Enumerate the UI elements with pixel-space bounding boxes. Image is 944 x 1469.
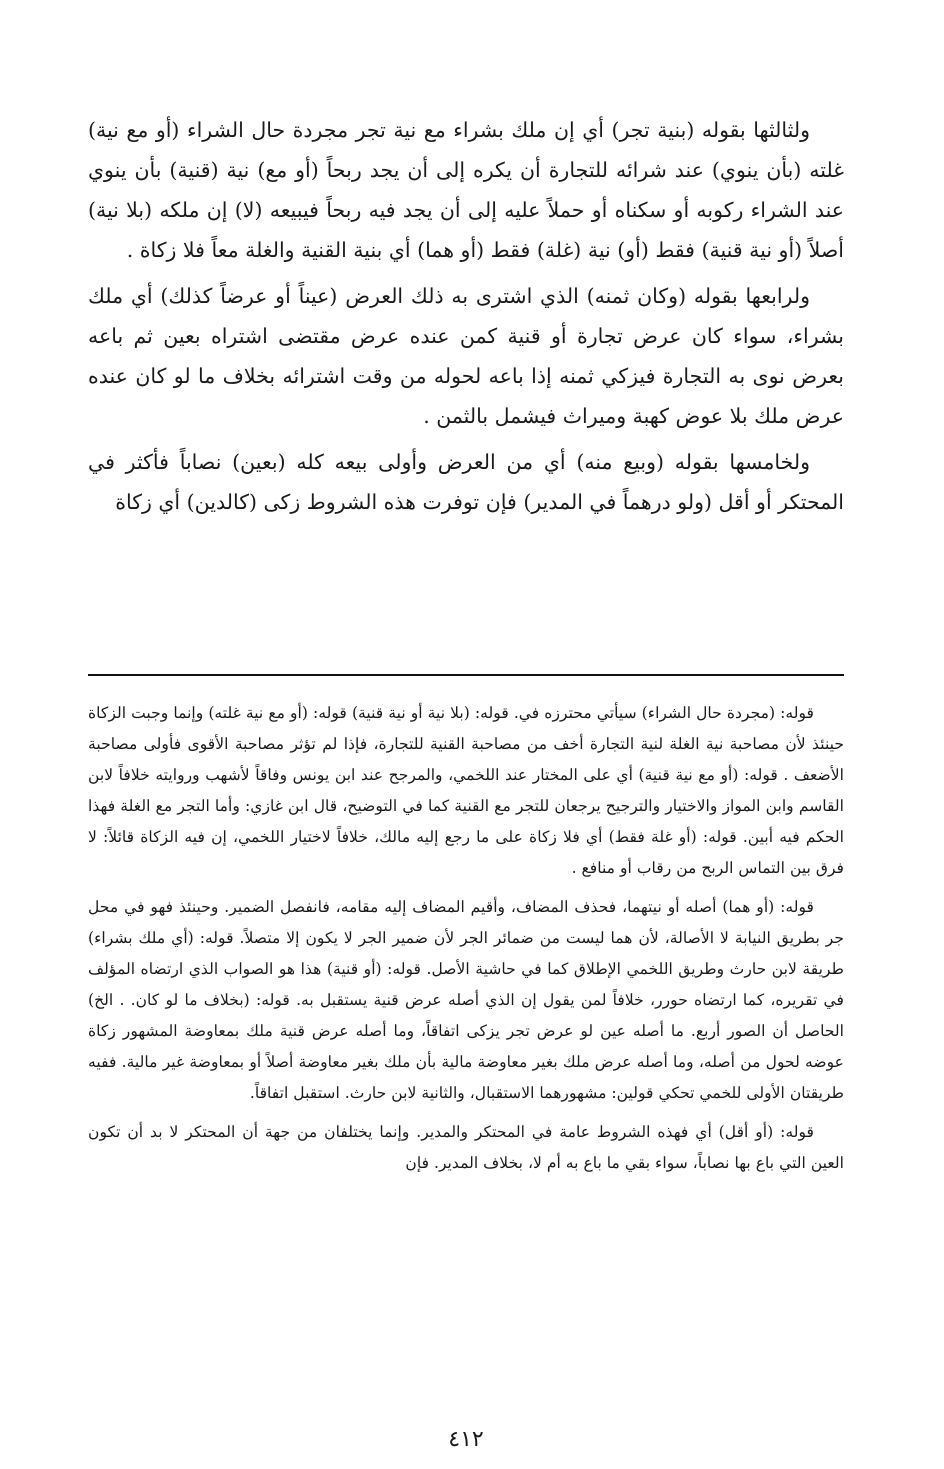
page-number: ٤١٢	[448, 1427, 484, 1452]
footnotes	[88, 698, 844, 1187]
footnote-paragraph-1: قوله: (مجردة حال الشراء) سيأتي محترزه في. قوله: (بلا نية أو نية قنية) قوله: (أو مع نية غلته) وإنما وجبت الزكاة حينئذ لأن مصاحبة نية الغلة لنية التجارة أخف من مصاحبة القنية للتجارة، فإذا لم تؤثر مصاحبة الأقوى فأولى مصاحبة الأضعف . قوله: (أو مع نية قنية) أي على المختار عند اللخمي، والمرجح عند ابن يونس وفاقاً لأشهب وروايته خلافاً لابن القاسم وابن المواز والاختيار والترجيح يرجعان للتجر مع القنية كما في التوضيح، قال ابن غازي: وأما التجر مع الغلة فهذا الحكم فيه أبين. قوله: (أو غلة فقط) أي فلا زكاة على ما رجع إليه مالك، خلافاً لاختيار اللخمي، إن فيه الزكاة قائلاً: لا فرق بين التماس الربح من رقاب أو منافع .	[88, 704, 844, 877]
main-paragraph-2: ولرابعها بقوله (وكان ثمنه) الذي اشترى به ذلك العرض (عيناً أو عرضاً كذلك) أي ملك بشراء، سواء كان عرض تجارة أو قنية كمن عنده عرض مقتضى اشتراه بعين ثم باعه بعرض نوى به التجارة فيزكي ثمنه إذا باعه لحوله من وقت اشترائه بخلاف ما لو كان عنده عرض ملك بلا عوض كهبة وميراث فيشمل بالثمن .	[88, 284, 844, 428]
footnote-paragraph-2: قوله: (أو هما) أصله أو نيتهما، فحذف المضاف، وأقيم المضاف إليه مقامه، فانفصل الضمير. وحينئذ فهو في محل جر بطريق النيابة لا الأصالة، لأن هما ليست من ضمائر الجر لأن ضمير الجر لا يكون إلا متصلاً. قوله: (أي ملك بشراء) طريقة لابن حارث وطريق اللخمي الإطلاق كما في حاشية الأصل. قوله: (أو قنية) هذا هو الصواب الذي ارتضاه المؤلف في تقريره، كما ارتضاه حورر، خلافاً لمن يقول إن الذي أصله عرض قنية يستقبل به. قوله: (بخلاف ما لو كان. . الخ) الحاصل أن الصور أربع. ما أصله عين لو عرض تجر يزكى اتفاقاً، وما أصله عرض قنية ملك بمعاوضة المشهور زكاة عوضه لحول من أصله، وما أصله عرض ملك بغير معاوضة مالية بأن ملك بغير معاوضة أصلاً أو بمعاوضة غير مالية. ففيه طريقتان الأولى للخمي تحكي قولين: مشهورهما الاستقبال، والثانية لابن حارث. استقبل اتفاقاً.	[88, 898, 844, 1102]
book-page	[88, 110, 844, 1452]
footnote-paragraph-3: قوله: (أو أقل) أي فهذه الشروط عامة في المحتكر والمدير. وإنما يختلفان من جهة أن المحتكر لا بد أن تكون العين التي باع بها نصاباً، سواء بقي ما باع به أم لا، بخلاف المدير. فإن	[88, 1123, 844, 1172]
footnote-divider	[88, 674, 844, 676]
main-paragraph-1: ولثالثها بقوله (بنية تجر) أي إن ملك بشراء مع نية تجر مجردة حال الشراء (أو مع نية) غلته (بأن ينوي) عند شرائه للتجارة أن يكره إلى أن يجد ربحاً (أو مع) نية (قنية) بأن ينوي عند الشراء ركوبه أو سكناه أو حملاً عليه إلى أن يجد فيه ربحاً فيبيعه (لا) إن ملكه (بلا نية) أصلاً (أو نية قنية) فقط (أو) نية (غلة) فقط (أو هما) أي بنية القنية والغلة معاً فلا زكاة .	[88, 118, 844, 262]
main-paragraph-3: ولخامسها بقوله (وبيع منه) أي من العرض وأولى بيعه كله (بعين) نصاباً فأكثر في المحتكر أو أقل (ولو درهماً في المدير) فإن توفرت هذه الشروط زكى (كالدين) أي زكاة	[88, 450, 844, 514]
main-text	[88, 110, 844, 550]
